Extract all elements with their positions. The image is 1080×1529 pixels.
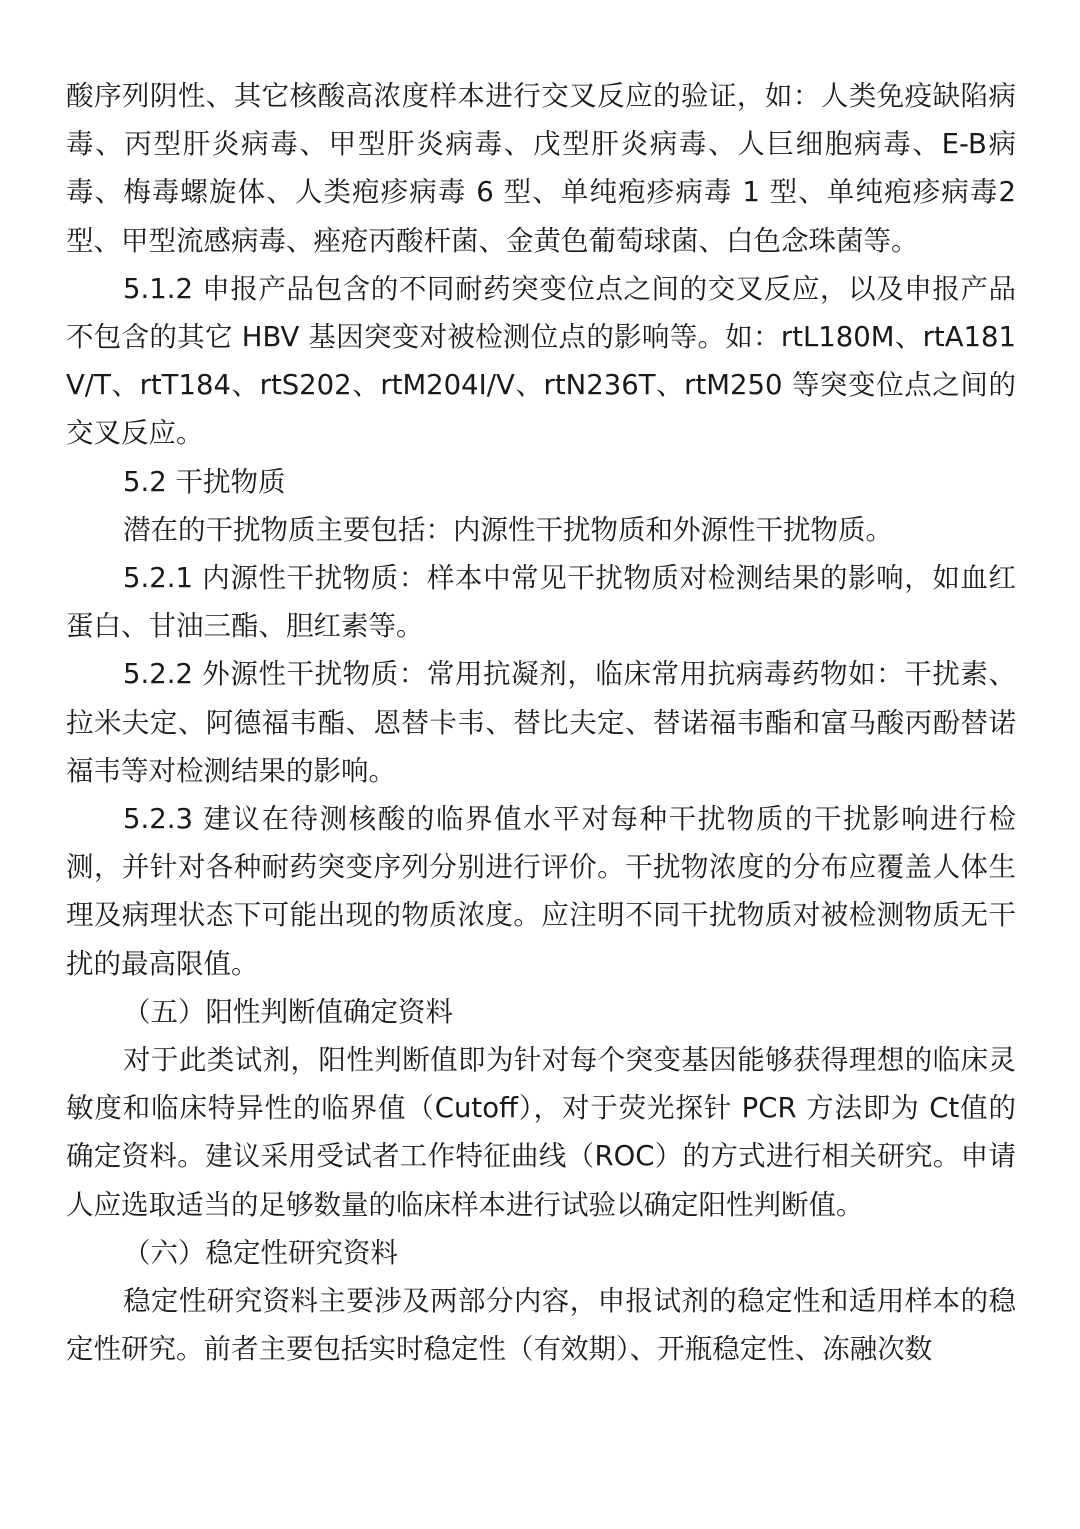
paragraph-5-2-1: 5.2.1 内源性干扰物质：样本中常见干扰物质对检测结果的影响，如血红蛋白、甘油三酯、胆红素等。 xyxy=(66,562,1016,643)
document-page xyxy=(66,72,1016,1373)
paragraph-positive-cutoff: 对于此类试剂，阳性判断值即为针对每个突变基因能够获得理想的临床灵敏度和临床特异性的临界值（Cutoff），对于荧光探针 PCR 方法即为 Ct值的确定资料。建议采用受试者工作特征曲线（ROC）的方式进行相关研究。申请人应选取适当的足够数量的临床样本进行试验以确定阳性判断值。 xyxy=(66,1044,1016,1221)
heading-section-6-stability: （六）稳定性研究资料 xyxy=(123,1236,398,1269)
paragraph-5-2-2: 5.2.2 外源性干扰物质：常用抗凝剂，临床常用抗病毒药物如：干扰素、拉米夫定、阿德福韦酯、恩替卡韦、替比夫定、替诺福韦酯和富马酸丙酚替诺福韦等对检测结果的影响。 xyxy=(66,658,1016,787)
paragraph-cross-reactivity-continued: 酸序列阴性、其它核酸高浓度样本进行交叉反应的验证，如：人类免疫缺陷病毒、丙型肝炎病毒、甲型肝炎病毒、戊型肝炎病毒、人巨细胞病毒、E-B病毒、梅毒螺旋体、人类疱疹病毒 6 型、单纯疱疹病毒 1 型、单纯疱疹病毒2 型、甲型流感病毒、痤疮丙酸杆菌、金黄色葡萄球菌、白色念珠菌等。 xyxy=(66,80,1016,257)
heading-section-5-positive-cutoff: （五）阳性判断值确定资料 xyxy=(123,995,453,1028)
paragraph-5-1-2: 5.1.2 申报产品包含的不同耐药突变位点之间的交叉反应，以及申报产品不包含的其它 HBV 基因突变对被检测位点的影响等。如：rtL180M、rtA181V/T、rtT184、rtS202、rtM204I/V、rtN236T、rtM250 等突变位点之间的交叉反应。 xyxy=(66,272,1016,450)
paragraph-stability: 稳定性研究资料主要涉及两部分内容，申报试剂的稳定性和适用样本的稳定性研究。前者主要包括实时稳定性（有效期）、开瓶稳定性、冻融次数 xyxy=(66,1285,1016,1366)
paragraph-interfering-overview: 潜在的干扰物质主要包括：内源性干扰物质和外源性干扰物质。 xyxy=(123,513,893,546)
paragraph-5-2-3: 5.2.3 建议在待测核酸的临界值水平对每种干扰物质的干扰影响进行检测，并针对各种耐药突变序列分别进行评价。干扰物浓度的分布应覆盖人体生理及病理状态下可能出现的物质浓度。应注明不同干扰物质对被检测物质无干扰的最高限值。 xyxy=(66,803,1016,980)
heading-5-2-interfering-substances: 5.2 干扰物质 xyxy=(123,465,286,498)
